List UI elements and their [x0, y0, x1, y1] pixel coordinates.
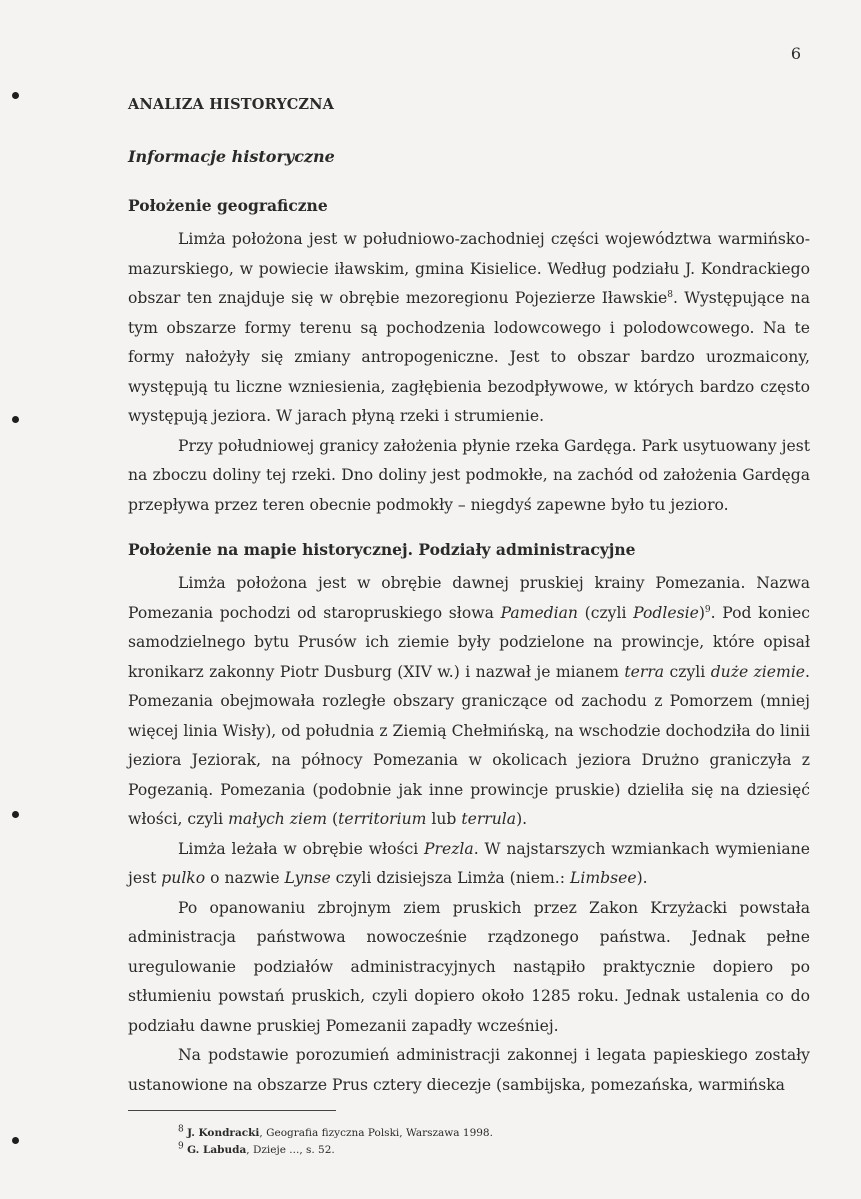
footnote: $^8$ J. Kondracki, Geografia fizyczna Polski, Warszawa 1998.: [178, 1124, 493, 1139]
subtitle: Informacje historyczne: [128, 147, 335, 166]
page-number: 6: [790, 44, 801, 63]
paragraph: Limża położona jest w południowo-zachodniej części województwa warmińsko-mazurskiego, w powiecie iławskim, gmina Kisielice. Według podziału J. Kondrackiego obszar ten znajduje się w obrębie mezoregionu Pojezierze Iławskie$^8$. Występujące na tym obszarze formy terenu są pochodzenia lodowcowego i polodowcowego. Na te formy nałożyły się zmiany antropogeniczne. Jest to obszar bardzo urozmaicony, występują tu liczne wzniesienia, zagłębienia bezodpływowe, w których bardzo często występują jeziora. W jarach płyną rzeki i strumienie.: [128, 230, 810, 425]
footnote-ref: 9: [704, 604, 711, 615]
footnote: $^9$ G. Labuda, Dzieje ..., s. 52.: [178, 1141, 335, 1156]
footnote-separator: [128, 1110, 336, 1111]
footnote-ref: 8: [667, 289, 674, 300]
paragraph: Limża leżała w obrębie włości Prezla. W najstarszych wzmiankach wymieniane jest pulko o nazwie Lynse czyli dzisiejsza Limża (niem.: Limbsee).: [128, 839, 810, 887]
document-body: [128, 96, 810, 1100]
paragraph: Na podstawie porozumień administracji zakonnej i legata papieskiego zostały ustanowione na obszarze Prus cztery diecezje (sambijska, pomezańska, warmińska: [128, 1046, 810, 1094]
paragraph: Przy południowej granicy założenia płynie rzeka Gardęga. Park usytuowany jest na zboczu doliny tej rzeki. Dno doliny jest podmokłe, na zachód od założenia Gardęga przepływa przez teren obecnie podmokły – niegdyś zapewne było tu jezioro.: [128, 436, 810, 514]
heading-geographic-location: Położenie geograficzne: [128, 196, 328, 215]
punch-hole-mark: [12, 1137, 19, 1144]
heading-historical-map: Położenie na mapie historycznej. Podziały administracyjne: [128, 540, 636, 559]
section-title: ANALIZA HISTORYCZNA: [128, 96, 335, 113]
paragraph: Limża położona jest w obrębie dawnej pruskiej krainy Pomezania. Nazwa Pomezania pochodzi od staropruskiego słowa Pamedian (czyli Podlesie)$^9$. Pod koniec samodzielnego bytu Prusów ich ziemie były podzielone na prowincje, które opisał kronikarz zakonny Piotr Dusburg (XIV w.) i nazwał je mianem terra czyli duże ziemie. Pomezania obejmowała rozległe obszary graniczące od zachodu z Pomorzem (mniej więcej linia Wisły), od południa z Ziemią Chełmińską, na wschodzie dochodziła do linii jeziora Jeziorak, na północy Pomezania w okolicach jeziora Drużno graniczyła z Pogezanią. Pomezania (podobnie jak inne prowincje pruskie) dzieliła się na dziesięć włości, czyli małych ziem (territorium lub terrula).: [128, 574, 810, 828]
punch-hole-mark: [12, 416, 19, 423]
paragraph: Po opanowaniu zbrojnym ziem pruskich przez Zakon Krzyżacki powstała administracja państwowa nowocześnie rządzonego państwa. Jednak pełne uregulowanie podziałów administracyjnych nastąpiło praktycznie dopiero po stłumieniu powstań pruskich, czyli dopiero około 1285 roku. Jednak ustalenia co do podziału dawne pruskiej Pomezanii zapadły wcześniej.: [128, 898, 810, 1035]
footnotes: [128, 1110, 810, 1159]
punch-hole-mark: [12, 92, 19, 99]
punch-hole-mark: [12, 811, 19, 818]
